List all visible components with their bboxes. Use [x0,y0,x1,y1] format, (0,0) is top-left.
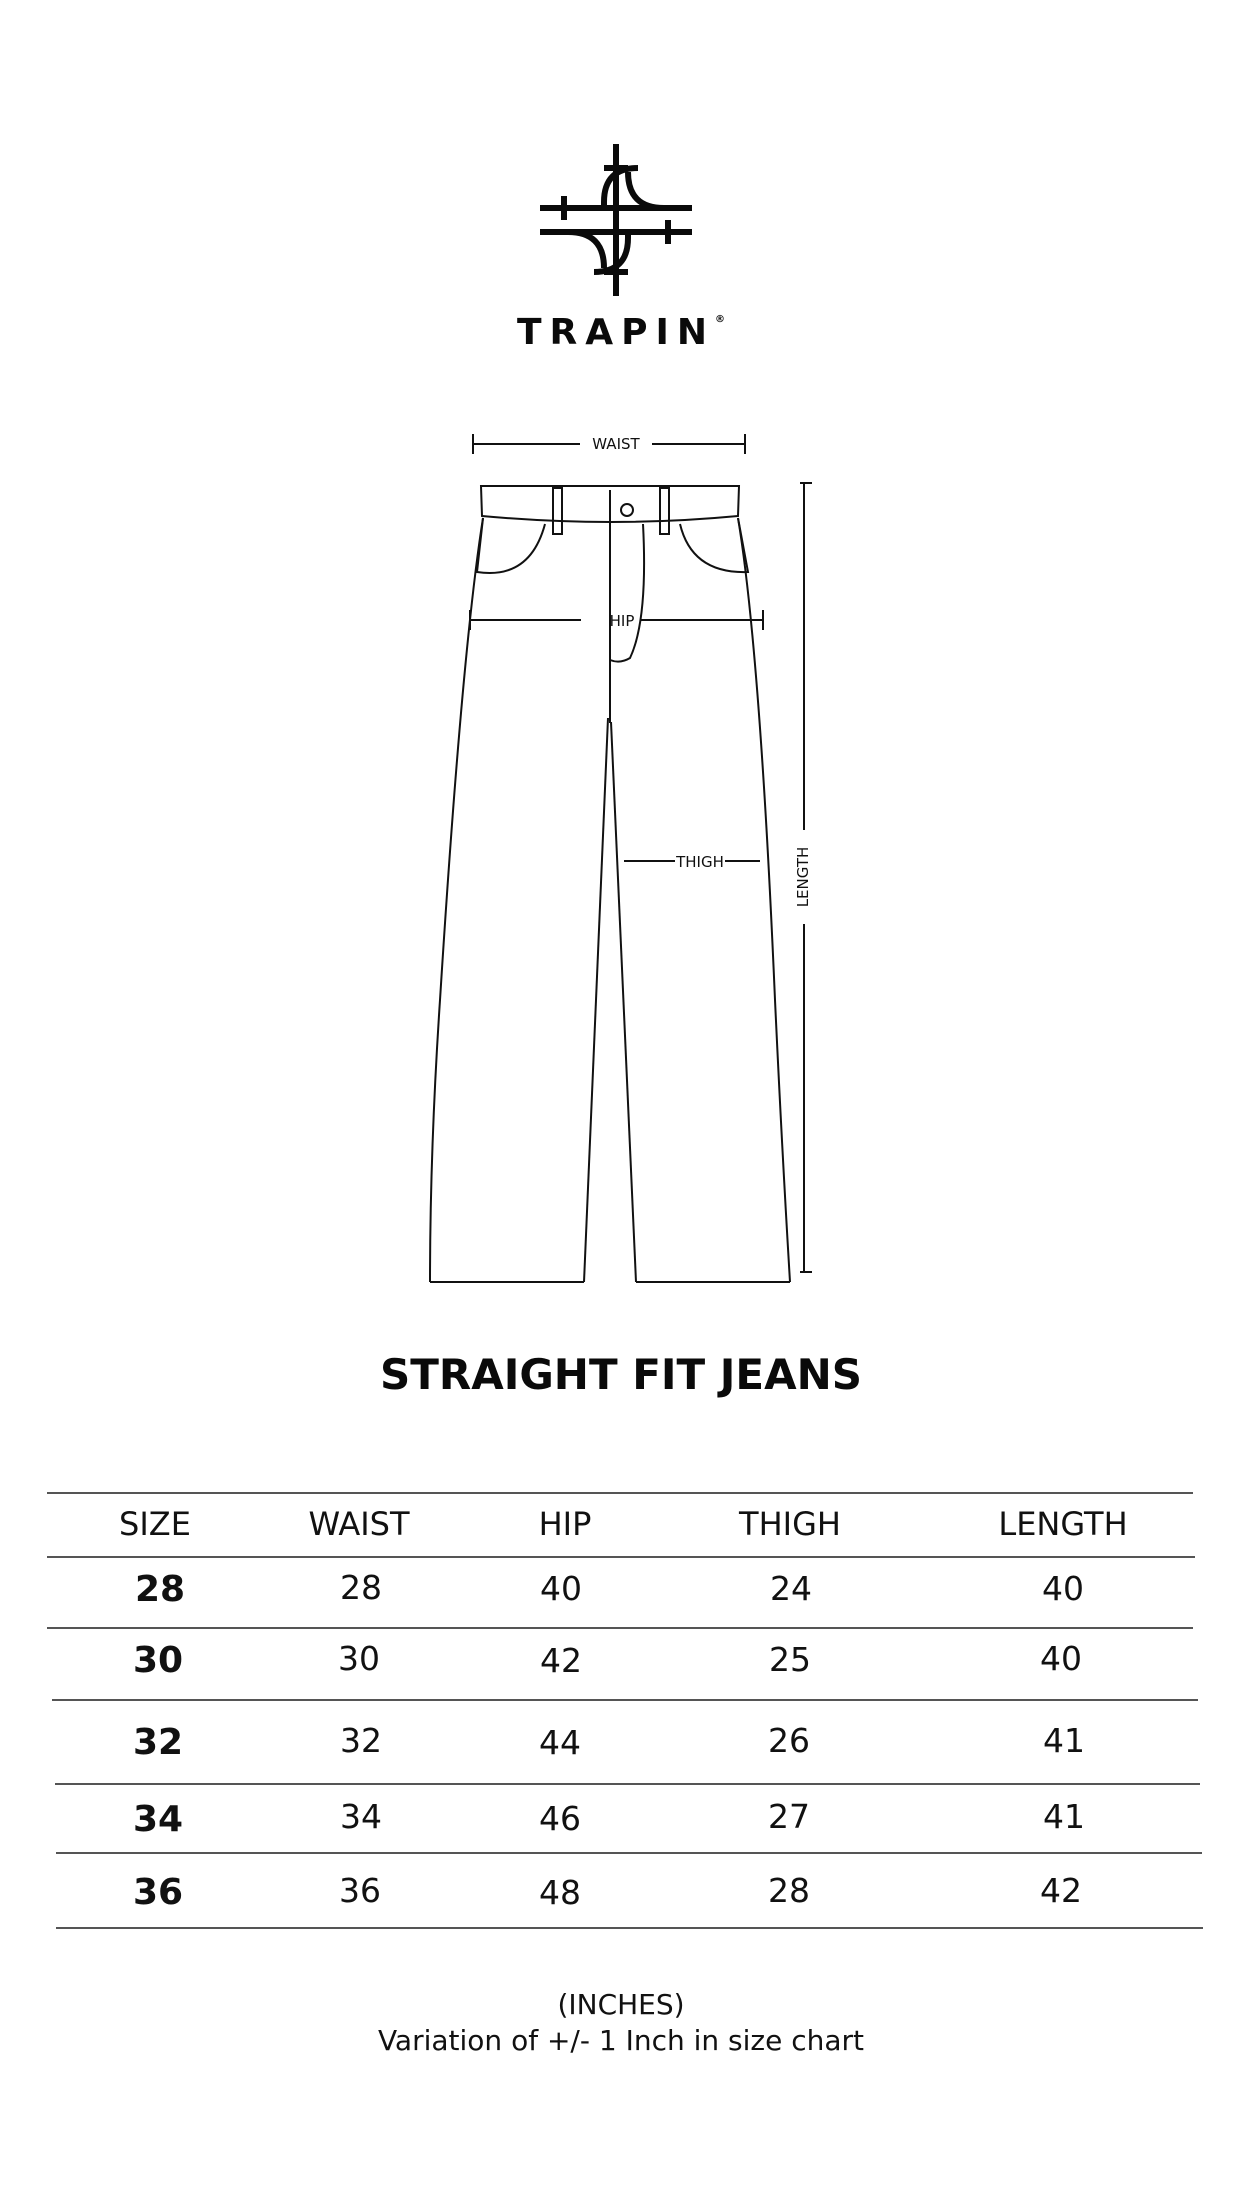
column-header-waist: WAIST [308,1505,410,1543]
table-cell-hip: 40 [540,1569,582,1608]
table-rule [56,1852,1202,1854]
table-cell-thigh: 28 [768,1871,810,1910]
table-rule [47,1627,1193,1629]
table-cell-length: 41 [1043,1797,1085,1836]
table-cell-hip: 46 [539,1799,581,1838]
hip-label: HIP [609,612,635,630]
table-cell-thigh: 25 [769,1640,811,1679]
table-cell-thigh: 24 [770,1569,812,1608]
table-rule [52,1699,1198,1701]
table-cell-waist: 30 [338,1639,380,1678]
waist-label: WAIST [592,435,640,453]
table-cell-size: 32 [132,1722,184,1763]
length-label: LENGTH [794,846,812,908]
column-header-size: SIZE [119,1505,191,1543]
variation-note: Variation of +/- 1 Inch in size chart [377,2024,865,2057]
table-cell-length: 41 [1043,1721,1085,1760]
thigh-label: THIGH [676,853,724,871]
table-cell-length: 42 [1040,1871,1082,1910]
table-rule [47,1492,1193,1494]
column-header-thigh: THIGH [739,1505,841,1543]
table-cell-waist: 34 [340,1797,382,1836]
table-rule [56,1927,1203,1929]
table-cell-size: 30 [132,1640,184,1681]
column-header-length: LENGTH [998,1505,1128,1543]
page-title: STRAIGHT FIT JEANS [379,1350,863,1399]
table-cell-waist: 36 [339,1871,381,1910]
table-rule [55,1783,1200,1785]
table-cell-hip: 42 [540,1641,582,1680]
table-cell-length: 40 [1042,1569,1084,1608]
table-cell-hip: 44 [539,1723,581,1762]
table-cell-hip: 48 [539,1873,581,1912]
table-cell-size: 36 [132,1872,184,1913]
table-cell-waist: 28 [340,1568,382,1607]
table-cell-thigh: 26 [768,1721,810,1760]
table-cell-length: 40 [1040,1639,1082,1678]
unit-note: (INCHES) [557,1988,685,2021]
table-cell-thigh: 27 [768,1797,810,1836]
table-rule [47,1556,1195,1558]
table-cell-waist: 32 [340,1721,382,1760]
column-header-hip: HIP [538,1505,592,1543]
registered-mark: ® [715,314,726,325]
table-cell-size: 28 [134,1569,186,1610]
table-cell-size: 34 [132,1799,184,1840]
brand-name-text: TRAPIN [516,312,716,353]
